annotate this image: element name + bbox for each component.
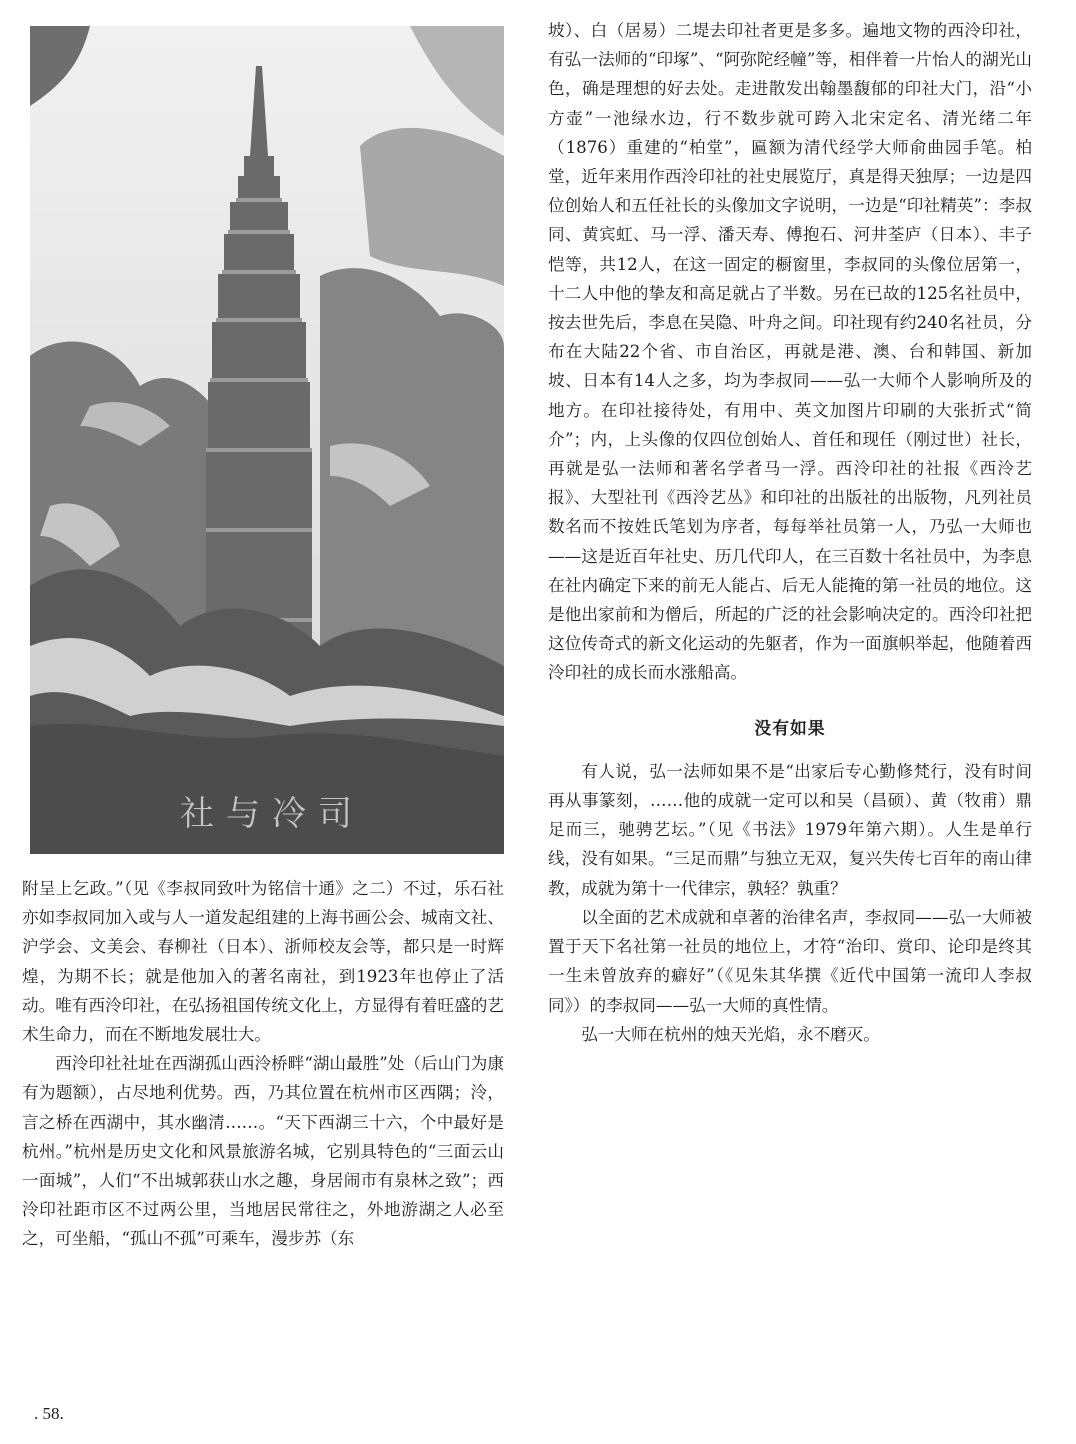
section-heading: 没有如果 [754, 717, 826, 738]
left-paragraph: 西泠印社社址在西湖孤山西泠桥畔“湖山最胜”处（后山门为康有为题额），占尽地利优势。西，乃其位置在杭州市区西隅；泠，言之桥在西湖中，其水幽清……。“天下西湖三十六，个中最好是杭州。”杭州是历史文化和风景旅游名城，它别具特色的“三面云山一面城”，人们“不出城郭获山水之趣，身居闹市有泉林之致”；西泠印社距市区不过两公里，当地居民常往之，外地游湖之人必至之，可坐船，“孤山不孤”可乘车，漫步苏（东 [22, 1054, 504, 1249]
page-number: . 58. [34, 1404, 64, 1423]
right-column [548, 16, 1032, 1049]
pagoda-snow-photo [30, 26, 504, 854]
right-paragraph-continued: 坡）、白（居易）二堤去印社者更是多多。遍地文物的西泠印社，有弘一法师的“印塚”、“阿弥陀经幢”等，相伴着一片怡人的湖光山色，确是理想的好去处。走进散发出翰墨馥郁的印社大门，沿“小方壶”一池绿水边，行不数步就可跨入北宋定名、清光绪二年（1876）重建的“柏堂”，匾额为清代经学大师俞曲园手笔。柏堂，近年来用作西泠印社的社史展览厅，真是得天独厚；一边是四位创始人和五任社长的头像加文字说明，一边是“印社精英”：李叔同、黄宾虹、马一浮、潘天寿、傅抱石、河井荃庐（日本）、丰子恺等，共12人，在这一固定的橱窗里，李叔同的头像位居第一，十二人中他的挚友和高足就占了半数。另在已故的125名社员中，按去世先后，李息在吴隐、叶舟之间。印社现有约240名社员，分布在大陆22个省、市自治区，再就是港、澳、台和韩国、新加坡、日本有14人之多，均为李叔同——弘一大师个人影响所及的地方。在印社接待处，有用中、英文加图片印刷的大张折式“简介”；内，上头像的仅四位创始人、首任和现任（刚过世）社长，再就是弘一法师和著名学者马一浮。西泠印社的社报《西泠艺报》、大型社刊《西泠艺丛》和印社的出版社的出版物，凡列社员数名而不按姓氏笔划为序者，每每举社员第一人，乃弘一大师也——这是近百年社史、历几代印人，在三百数十名社员中，为李息在社内确定下来的前无人能占、后无人能掩的第一社员的地位。这是他出家前和为僧后，所起的广泛的社会影响决定的。西泠印社把这位传奇式的新文化运动的先躯者，作为一面旗帜举起，他随着西泠印社的成长而水涨船高。 [548, 21, 1032, 683]
left-column [22, 874, 504, 1254]
left-paragraph: 附呈上乞政。”（见《李叔同致叶为铭信十通》之二）不过，乐石社亦如李叔同加入或与人一道发起组建的上海书画公会、城南文社、沪学会、文美会、春柳社（日本）、浙师校友会等，都只是一时辉煌，为期不长；就是他加入的著名南社，到1923年也停止了活动。唯有西泠印社，在弘扬祖国传统文化上，方显得有着旺盛的艺术生命力，而在不断地发展壮大。 [22, 879, 504, 1045]
right-paragraph: 弘一大师在杭州的烛天光焰，永不磨灭。 [581, 1024, 880, 1044]
right-paragraph: 以全面的艺术成就和卓著的治律名声，李叔同——弘一大师被置于天下名社第一社员的地位上，才符“治印、赏印、论印是终其一生未曾放弃的癖好”（《见朱其华撰《近代中国第一流印人李叔同》）的李叔同——弘一大师的真性情。 [548, 907, 1032, 1015]
right-paragraph: 有人说，弘一法师如果不是“出家后专心勤修梵行，没有时间再从事篆刻，……他的成就一定可以和吴（昌硕）、黄（牧甫）鼎足而三，驰骋艺坛。”（见《书法》1979年第六期）。人生是单行线，没有如果。“三足而鼎”与独立无双，复兴失传七百年的南山律教，成就为第十一代律宗，孰轻？孰重？ [548, 761, 1032, 898]
seal-inscription: 社与冷司 [180, 794, 364, 834]
